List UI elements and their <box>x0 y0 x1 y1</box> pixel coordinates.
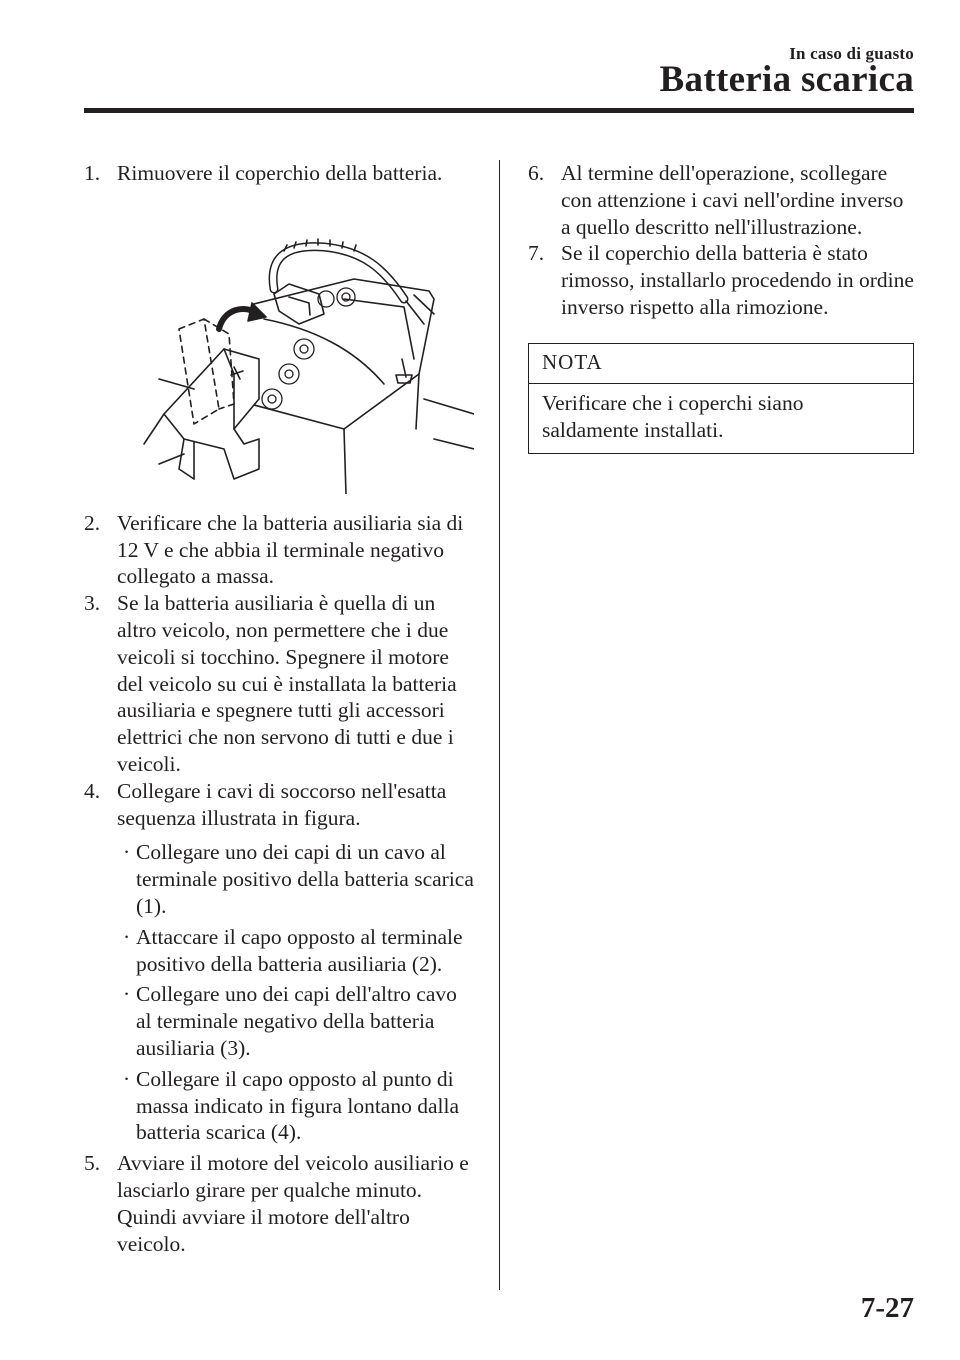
page-title: Batteria scarica <box>659 59 914 100</box>
step-3-text: Se la batteria ausiliaria è quella di un altro veicolo, non permettere che i due veicoli si tocchino. Spegnere il motore del veicolo su cui è installata la batteria ausiliaria e spegnere tutti gli accessori elettrici che non servono di tutti e due i veicoli. <box>117 591 457 776</box>
step-3: 3. Se la batteria ausiliaria è quella di un altro veicolo, non permettere che i due veicoli si tocchino. Spegnere il motore del veicolo su cui è installata la batteria ausiliaria e spegnere tutti gli accessori elettrici che non servono di tutti e due i veicoli. <box>84 591 457 776</box>
column-divider <box>499 160 500 1290</box>
left-column <box>84 160 474 1257</box>
note-heading: NOTA <box>529 344 913 384</box>
step-5-text: Avviare il motore del veicolo ausiliario e lasciarlo girare per qualche minuto. Quindi avviare il motore dell'altro veicolo. <box>117 1151 469 1256</box>
bullet-dot: · <box>123 982 131 1007</box>
page-number: 7-27 <box>860 1292 914 1324</box>
step-4-text: Collegare i cavi di soccorso nell'esatta sequenza illustrata in figura. <box>117 778 447 830</box>
section-label: In caso di guasto <box>789 44 914 63</box>
step-6: 6. Al termine dell'operazione, scollegare con attenzione i cavi nell'ordine inverso a quello descritto nell'illustrazione. <box>528 161 904 239</box>
bullet-dot: · <box>123 924 131 949</box>
step-2: 2. Verificare che la batteria ausiliaria sia di 12 V e che abbia il terminale negativo collegato a massa. <box>84 510 464 589</box>
note-text: Verificare che i coperchi siano saldamente installati. <box>542 390 804 442</box>
bullet-item: · Collegare il capo opposto al punto di massa indicato in figura lontano dalla batteria scarica (4). <box>123 1066 460 1145</box>
step-7-text: Se il coperchio della batteria è stato rimosso, installarlo procedendo in ordine inverso rispetto alla rimozione. <box>561 241 914 319</box>
note-box <box>528 343 914 455</box>
bullet-dot: · <box>123 840 131 865</box>
header-rule <box>84 108 914 113</box>
step-7: 7. Se il coperchio della batteria è stato rimosso, installarlo procedendo in ordine inverso rispetto alla rimozione. <box>528 241 914 319</box>
battery-cover-removal-illustration <box>84 199 474 494</box>
step-5: 5. Avviare il motore del veicolo ausiliario e lasciarlo girare per qualche minuto. Quindi avviare il motore dell'altro veicolo. <box>84 1151 469 1256</box>
bullet-item: · Collegare uno dei capi dell'altro cavo al terminale negativo della batteria ausiliaria (3). <box>123 982 457 1060</box>
step-6-text: Al termine dell'operazione, scollegare con attenzione i cavi nell'ordine inverso a quello descritto nell'illustrazione. <box>561 161 904 239</box>
step-1: 1. Rimuovere il coperchio della batteria. <box>84 161 443 185</box>
connection-bullet-list <box>84 839 474 1146</box>
bullet-item: · Attaccare il capo opposto al terminale positivo della batteria ausiliaria (2). <box>123 924 463 976</box>
bullet-item: · Collegare uno dei capi di un cavo al terminale positivo della batteria scarica (1). <box>123 840 474 918</box>
step-2-text: Verificare che la batteria ausiliaria sia di 12 V e che abbia il terminale negativo collegato a massa. <box>117 510 464 589</box>
step-4: 4. Collegare i cavi di soccorso nell'esatta sequenza illustrata in figura. <box>84 778 447 830</box>
step-1-text: Rimuovere il coperchio della batteria. <box>117 161 443 185</box>
right-column <box>528 160 914 454</box>
bullet-dot: · <box>123 1066 131 1091</box>
